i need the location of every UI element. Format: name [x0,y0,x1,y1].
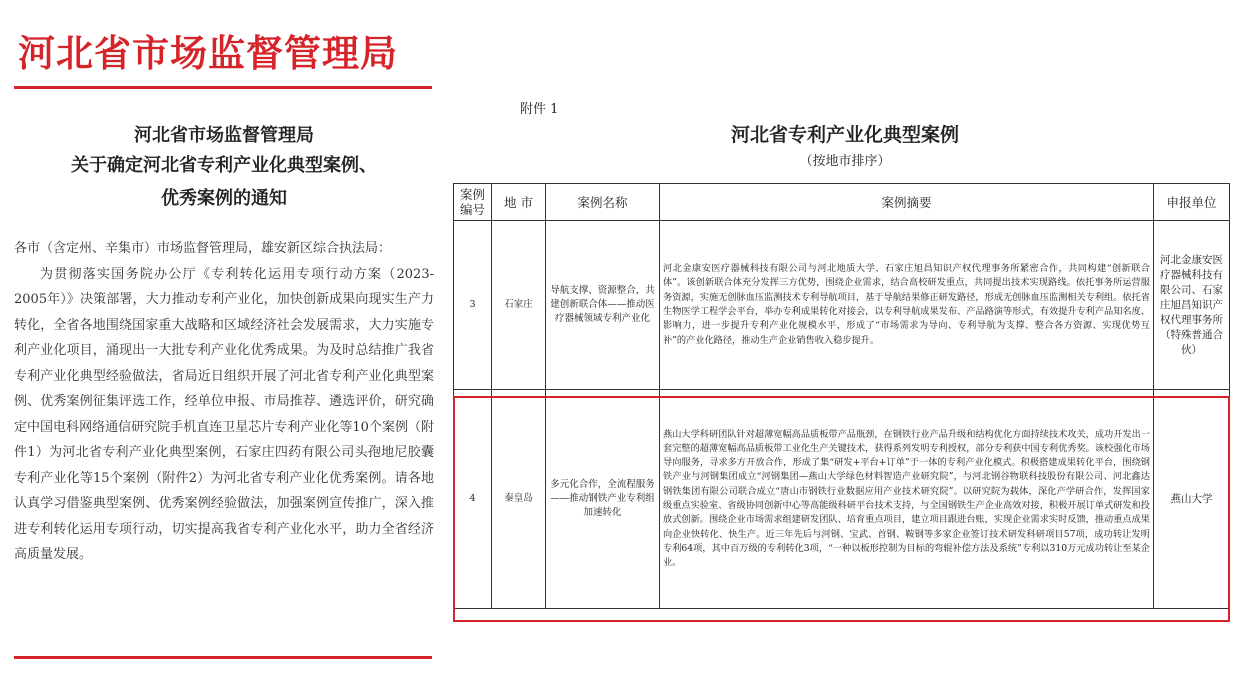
header-case-number: 案例编号 [454,184,492,221]
notice-title-line2: 关于确定河北省专利产业化典型案例、 [71,155,377,176]
attachment-label: 附件 1 [520,102,559,117]
footer-divider [14,656,432,659]
masthead-title: 河北省市场监督管理局 [18,31,398,75]
notice-title-line1: 河北省市场监督管理局 [134,125,314,146]
header-summary: 案例摘要 [660,184,1154,221]
notice-salutation: 各市（含定州、辛集市）市场监督管理局，雄安新区综合执法局： [14,241,392,256]
case-unit: 燕山大学 [1154,390,1230,609]
case-summary: 燕山大学科研团队针对超薄宽幅高品质板带产品瓶颈，在钢铁行业产品升级和结构优化方面持续技术攻关，成功开发出一套完整的超薄宽幅高品质板带工业化生产关键技术，获得系列发明专利授权，部分专利获中国专利优秀奖。该校强化市场导向服务，寻求多方开放合作，形成了集“研发+平台+订单”于一体的专利产业化模式。积极搭建成果转化平台，围绕钢铁产业与河钢集团成立“河钢集团—燕山大学绿色材料智造产业研究院”，与河北钢谷物联科技股份有限公司、河北鑫达钢铁集团有限公司联合成立“唐山市钢铁行业数据应用产业技术研究院”。以研究院为载体，深化产学研合作，发挥国家级重点实验室、省级协同创新中心等高能级科研平台技术支持，与全国钢铁生产企业高效对接，积极开展订单式研发和投放式创新。围绕企业市场需求组建研发团队、培育重点项目，建立项目跟进台账，实现企业需求实时反馈，推动重点成果向企业快转化、快生产。近三年先后与河钢、宝武、首钢、鞍钢等多家企业签订技术研发科研项目57项，成功转让发明专利64项，其中百万级的专利转化3项，“一种以板形控制为目标的弯辊补偿方法及系统”专利以310万元成功转让至某企业。 [660,390,1154,609]
header-unit: 申报单位 [1154,184,1230,221]
case-summary: 河北金康安医疗器械科技有限公司与河北地质大学、石家庄旭昌知识产权代理事务所紧密合作，共同构建“创新联合体”。该创新联合体充分发挥三方优势，围绕企业需求，结合高校研发重点，共同提出技术实现路线。依托事务所运营服务资源，实施无创脉血压监测技术专利导航项目，基于导航结果修正研发路径，形成无创脉血压监测相关专利组。依托省生物医学工程学会平台，举办专利成果转化对接会，以专利导航成果发布、产品路演等形式，有效提升专利产品知名度、影响力，进一步提升专利产业化规模水平，形成了“市场需求为导向、专利导航为支撑、整合各方资源、实现优势互补”的产业化路径，推动生产企业销售收入稳步提升。 [660,221,1154,390]
case-number: 3 [454,221,492,390]
attachment-subtitle: （按地市排序） [799,154,891,169]
table-row [454,221,1230,390]
case-city: 石家庄 [492,221,546,390]
case-unit: 河北金康安医疗器械科技有限公司、石家庄旭昌知识产权代理事务所（特殊普通合伙） [1154,221,1230,390]
case-name: 导航支撑、资源整合，共建创新联合体——推动医疗器械领域专利产业化 [546,221,660,390]
header-city: 地 市 [492,184,546,221]
case-number: 4 [454,390,492,609]
notice-title-line3: 优秀案例的通知 [161,188,287,209]
header-case-name: 案例名称 [546,184,660,221]
attachment-page [448,0,1242,675]
notice-document [0,0,448,675]
case-city: 秦皇岛 [492,390,546,609]
attachment-title: 河北省专利产业化典型案例 [730,124,959,146]
notice-body [14,236,434,568]
case-name: 多元化合作，全流程服务——推动钢铁产业专利组加速转化 [546,390,660,609]
table-header-row [454,184,1230,221]
case-table [453,183,1230,609]
masthead-divider [14,86,432,89]
notice-paragraph: 为贯彻落实国务院办公厅《专利转化运用专项行动方案（2023-2005年）》决策部署，大力推动专利产业化，加快创新成果向现实生产力转化，全省各地围绕国家重大战略和区域经济社会发展需求，大力实施专利产业化项目，涌现出一大批专利产业化优秀成果。为及时总结推广我省专利产业化典型经验做法，省局近日组织开展了河北省专利产业化典型案例、优秀案例征集评选工作，经单位申报、市局推荐、遴选评价，研究确定中国电科网络通信研究院手机直连卫星芯片专利产业化等10个案例（附件1）为河北省专利产业化典型案例，石家庄四药有限公司头孢地尼胶囊专利产业化等15个案例（附件2）为河北省专利产业化优秀案例。请各地认真学习借鉴典型案例、优秀案例经验做法，加强案例宣传推广，深入推进专利转化运用专项行动，切实提高我省专利产业化水平，助力全省经济高质量发展。 [14,266,434,562]
table-row [454,390,1230,609]
